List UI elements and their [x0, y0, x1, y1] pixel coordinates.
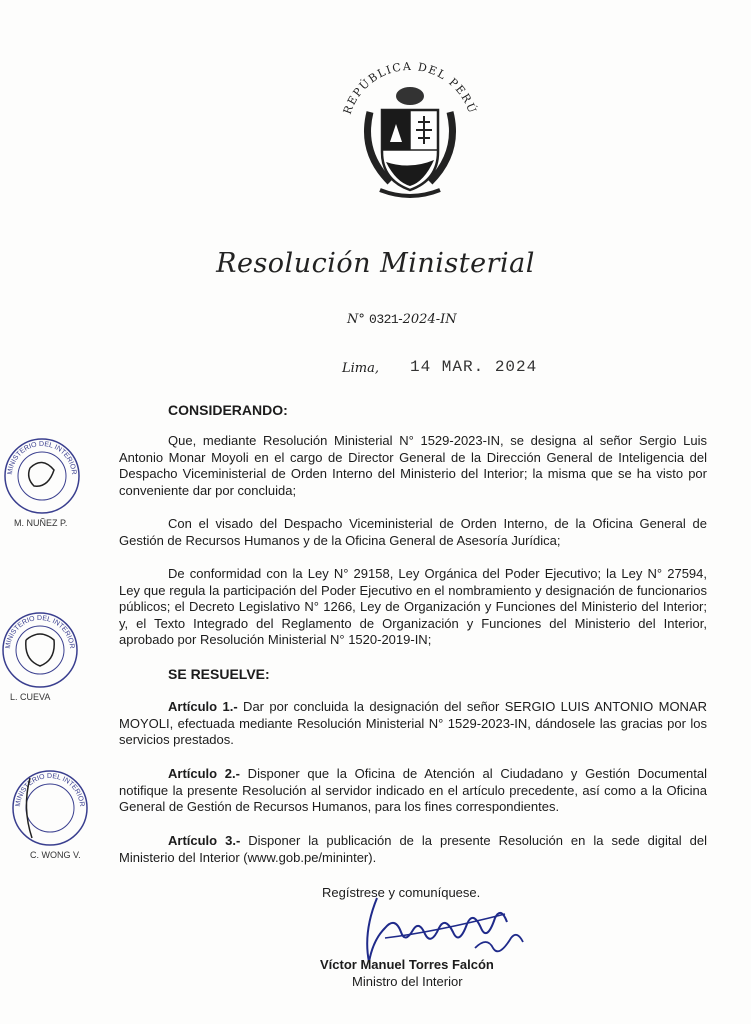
article-3 — [119, 833, 707, 866]
seal-stamp-icon — [2, 436, 82, 516]
paragraph: Con el visado del Despacho Viceministerial de Orden Interno, de la Oficina General de Gestión de Recursos Humanos y de la Oficina General de Asesoría Jurídica; — [119, 516, 707, 548]
considering-heading: CONSIDERANDO: — [168, 402, 288, 418]
seal-stamp-icon — [10, 768, 90, 848]
seal-stamp-icon — [0, 610, 80, 690]
number-prefix: N° — [347, 312, 370, 327]
seal-ring-text: MINISTERIO DEL INTERIOR — [14, 772, 86, 808]
resolves-heading: SE RESUELVE: — [168, 666, 270, 682]
svg-text:MINISTERIO DEL INTERIOR — [15, 773, 85, 807]
article-label: Artículo 2.- — [168, 766, 240, 781]
article-text: Dar por concluida la designación del señor SERGIO LUIS ANTONIO MONAR MOYOLI, efectuada mediante Resolución Ministerial N° 1529-2023-IN, dándosele las gracias por los servicios prestados. — [119, 699, 707, 747]
article-text: Disponer que la Oficina de Atención al Ciudadano y Gestión Documental notifique la presente Resolución al servidor indicado en el artículo precedente, así como a la Oficina General de Gestión de Recursos Humanos, para los fines correspondientes. — [119, 766, 707, 814]
peru-coat-of-arms-icon — [330, 52, 490, 202]
date-stamp: 14 MAR. 2024 — [410, 358, 538, 376]
closing-formula: Regístrese y comuníquese. — [322, 885, 481, 900]
seal-name: L. CUEVA — [10, 692, 51, 702]
number-suffix: -2024-IN — [398, 312, 457, 327]
resolution-number — [347, 312, 457, 327]
article-label: Artículo 1.- — [168, 699, 238, 714]
seal-name: M. NUÑEZ P. — [14, 518, 68, 528]
article-1 — [119, 699, 707, 749]
paragraph: Que, mediante Resolución Ministerial N° 1529-2023-IN, se designa al señor Sergio Luis Antonio Monar Moyoli en el cargo de Director General de la Dirección General de Inteligencia del Despacho Viceministerial de Orden Interno del Ministerio del Interior; la misma que se ha visto por conveniente dar por concluida; — [119, 433, 707, 498]
number-handwritten: 0321 — [369, 312, 399, 327]
seal-ring-text: MINISTERIO DEL INTERIOR — [6, 440, 78, 476]
article-text: Disponer la publicación de la presente Resolución en la sede digital del Ministerio del Interior (www.gob.pe/mininter). — [119, 833, 707, 865]
seal-name: C. WONG V. — [30, 850, 81, 860]
place-label: Lima, — [342, 361, 380, 376]
svg-text:MINISTERIO DEL INTERIOR — [7, 441, 77, 475]
document-title: Resolución Ministerial — [216, 248, 535, 279]
signer-role: Ministro del Interior — [352, 974, 463, 989]
article-label: Artículo 3.- — [168, 833, 241, 848]
article-2 — [119, 766, 707, 816]
seal-ring-text: MINISTERIO DEL INTERIOR — [4, 614, 76, 650]
svg-text:MINISTERIO DEL INTERIOR — [5, 615, 75, 649]
paragraph: De conformidad con la Ley N° 29158, Ley Orgánica del Poder Ejecutivo; la Ley N° 27594, Ley que regula la participación del Poder Ejecutivo en el nombramiento y designación de funcionarios públicos; el Decreto Legislativo N° 1266, Ley de Organización y Funciones del Ministerio del Interior; y, el Texto Integrado del Reglamento de Organización y Funciones del Ministerio del Interior, aprobado por Resolución Ministerial N° 1520-2019-IN; — [119, 566, 707, 647]
republic-label: REPÚBLICA DEL PERÚ — [340, 59, 480, 117]
signer-name: Víctor Manuel Torres Falcón — [320, 957, 494, 972]
